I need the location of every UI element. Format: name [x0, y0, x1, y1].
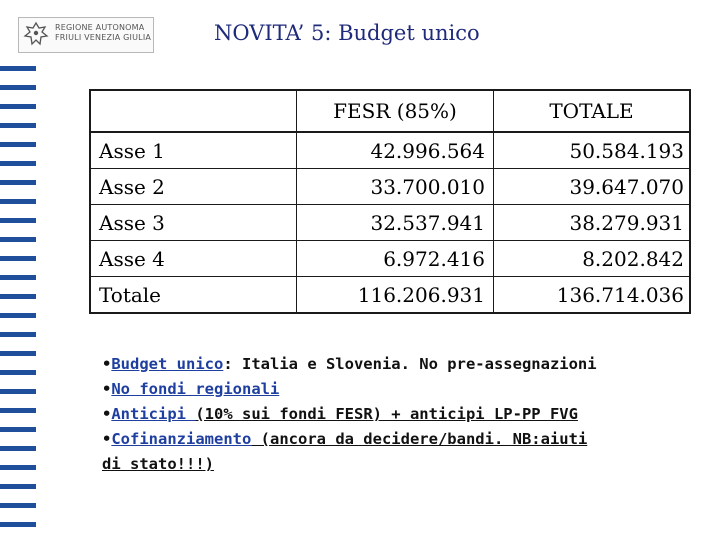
- fesr-value: 42.996.564: [297, 132, 494, 169]
- stripe: [0, 332, 36, 337]
- totale-value: 136.714.036: [494, 277, 691, 314]
- table-header-row: [90, 90, 690, 132]
- row-label: Asse 2: [90, 169, 297, 205]
- bullet-item: •Anticipi (10% sui fondi FESR) + anticipi LP-PP FVG: [102, 405, 578, 423]
- bullet-item: •Cofinanziamento (ancora da decidere/bandi. NB:aiuti: [102, 430, 588, 448]
- eagle-emblem-icon: [23, 21, 49, 47]
- fesr-value: 6.972.416: [297, 241, 494, 277]
- stripe: [0, 503, 36, 508]
- row-label: Asse 4: [90, 241, 297, 277]
- page-title: NOVITA’ 5: Budget unico: [214, 21, 480, 45]
- stripe: [0, 218, 36, 223]
- totale-value: 50.584.193: [494, 132, 691, 169]
- stripe: [0, 142, 36, 147]
- stripe: [0, 199, 36, 204]
- logo-text: [55, 23, 151, 43]
- header-cell-totale: TOTALE: [494, 90, 691, 132]
- table-row: [90, 241, 690, 277]
- stripe: [0, 104, 36, 109]
- stripe: [0, 85, 36, 90]
- row-label: Asse 1: [90, 132, 297, 169]
- stripe: [0, 351, 36, 356]
- stripe: [0, 161, 36, 166]
- bullet-text: : Italia e Slovenia. No pre-assegnazioni: [223, 355, 597, 373]
- stripe: [0, 465, 36, 470]
- bullet-keyword-link[interactable]: Cofinanziamento: [111, 430, 252, 448]
- logo-line-2: FRIULI VENEZIA GIULIA: [55, 33, 152, 42]
- bullet-keyword-link[interactable]: Budget unico: [111, 355, 224, 373]
- stripe: [0, 256, 36, 261]
- stripe: [0, 370, 36, 375]
- stripe: [0, 408, 36, 413]
- header-cell-fesr: FESR (85%): [297, 90, 494, 132]
- stripe: [0, 389, 36, 394]
- table-row: [90, 205, 690, 241]
- table-row-total: [90, 277, 690, 314]
- bullet-text: di stato!!!): [102, 455, 214, 473]
- header-cell-empty: [90, 90, 297, 132]
- row-label: Asse 3: [90, 205, 297, 241]
- stripe: [0, 294, 36, 299]
- region-logo: [18, 17, 154, 53]
- bullet-text: (10% sui fondi FESR) + anticipi LP-PP FVG: [195, 405, 578, 423]
- stripe: [0, 522, 36, 527]
- stripe: [0, 123, 36, 128]
- bullet-keyword-link[interactable]: No fondi regionali: [111, 380, 280, 398]
- row-label: Totale: [90, 277, 297, 314]
- fesr-value: 32.537.941: [297, 205, 494, 241]
- fesr-value: 116.206.931: [297, 277, 494, 314]
- stripe: [0, 237, 36, 242]
- stripe: [0, 313, 36, 318]
- fesr-value: 33.700.010: [297, 169, 494, 205]
- stripe: [0, 180, 36, 185]
- bullet-keyword-link[interactable]: Anticipi: [111, 405, 196, 423]
- bullet-item: •No fondi regionali: [102, 380, 280, 398]
- stripe: [0, 66, 36, 71]
- stripe: [0, 484, 36, 489]
- bullet-list: [102, 352, 672, 477]
- stripe: [0, 446, 36, 451]
- table-row: [90, 169, 690, 205]
- bullet-continuation: [102, 452, 672, 477]
- totale-value: 38.279.931: [494, 205, 691, 241]
- bullet-text: (ancora da decidere/bandi. NB:aiuti: [251, 430, 588, 448]
- bullet-item: •Budget unico: Italia e Slovenia. No pre-assegnazioni: [102, 355, 597, 373]
- table-row: [90, 132, 690, 169]
- stripe: [0, 427, 36, 432]
- decorative-stripes: [0, 66, 36, 528]
- totale-value: 8.202.842: [494, 241, 691, 277]
- totale-value: 39.647.070: [494, 169, 691, 205]
- budget-table: [89, 89, 691, 314]
- stripe: [0, 275, 36, 280]
- logo-line-1: REGIONE AUTONOMA: [55, 23, 145, 32]
